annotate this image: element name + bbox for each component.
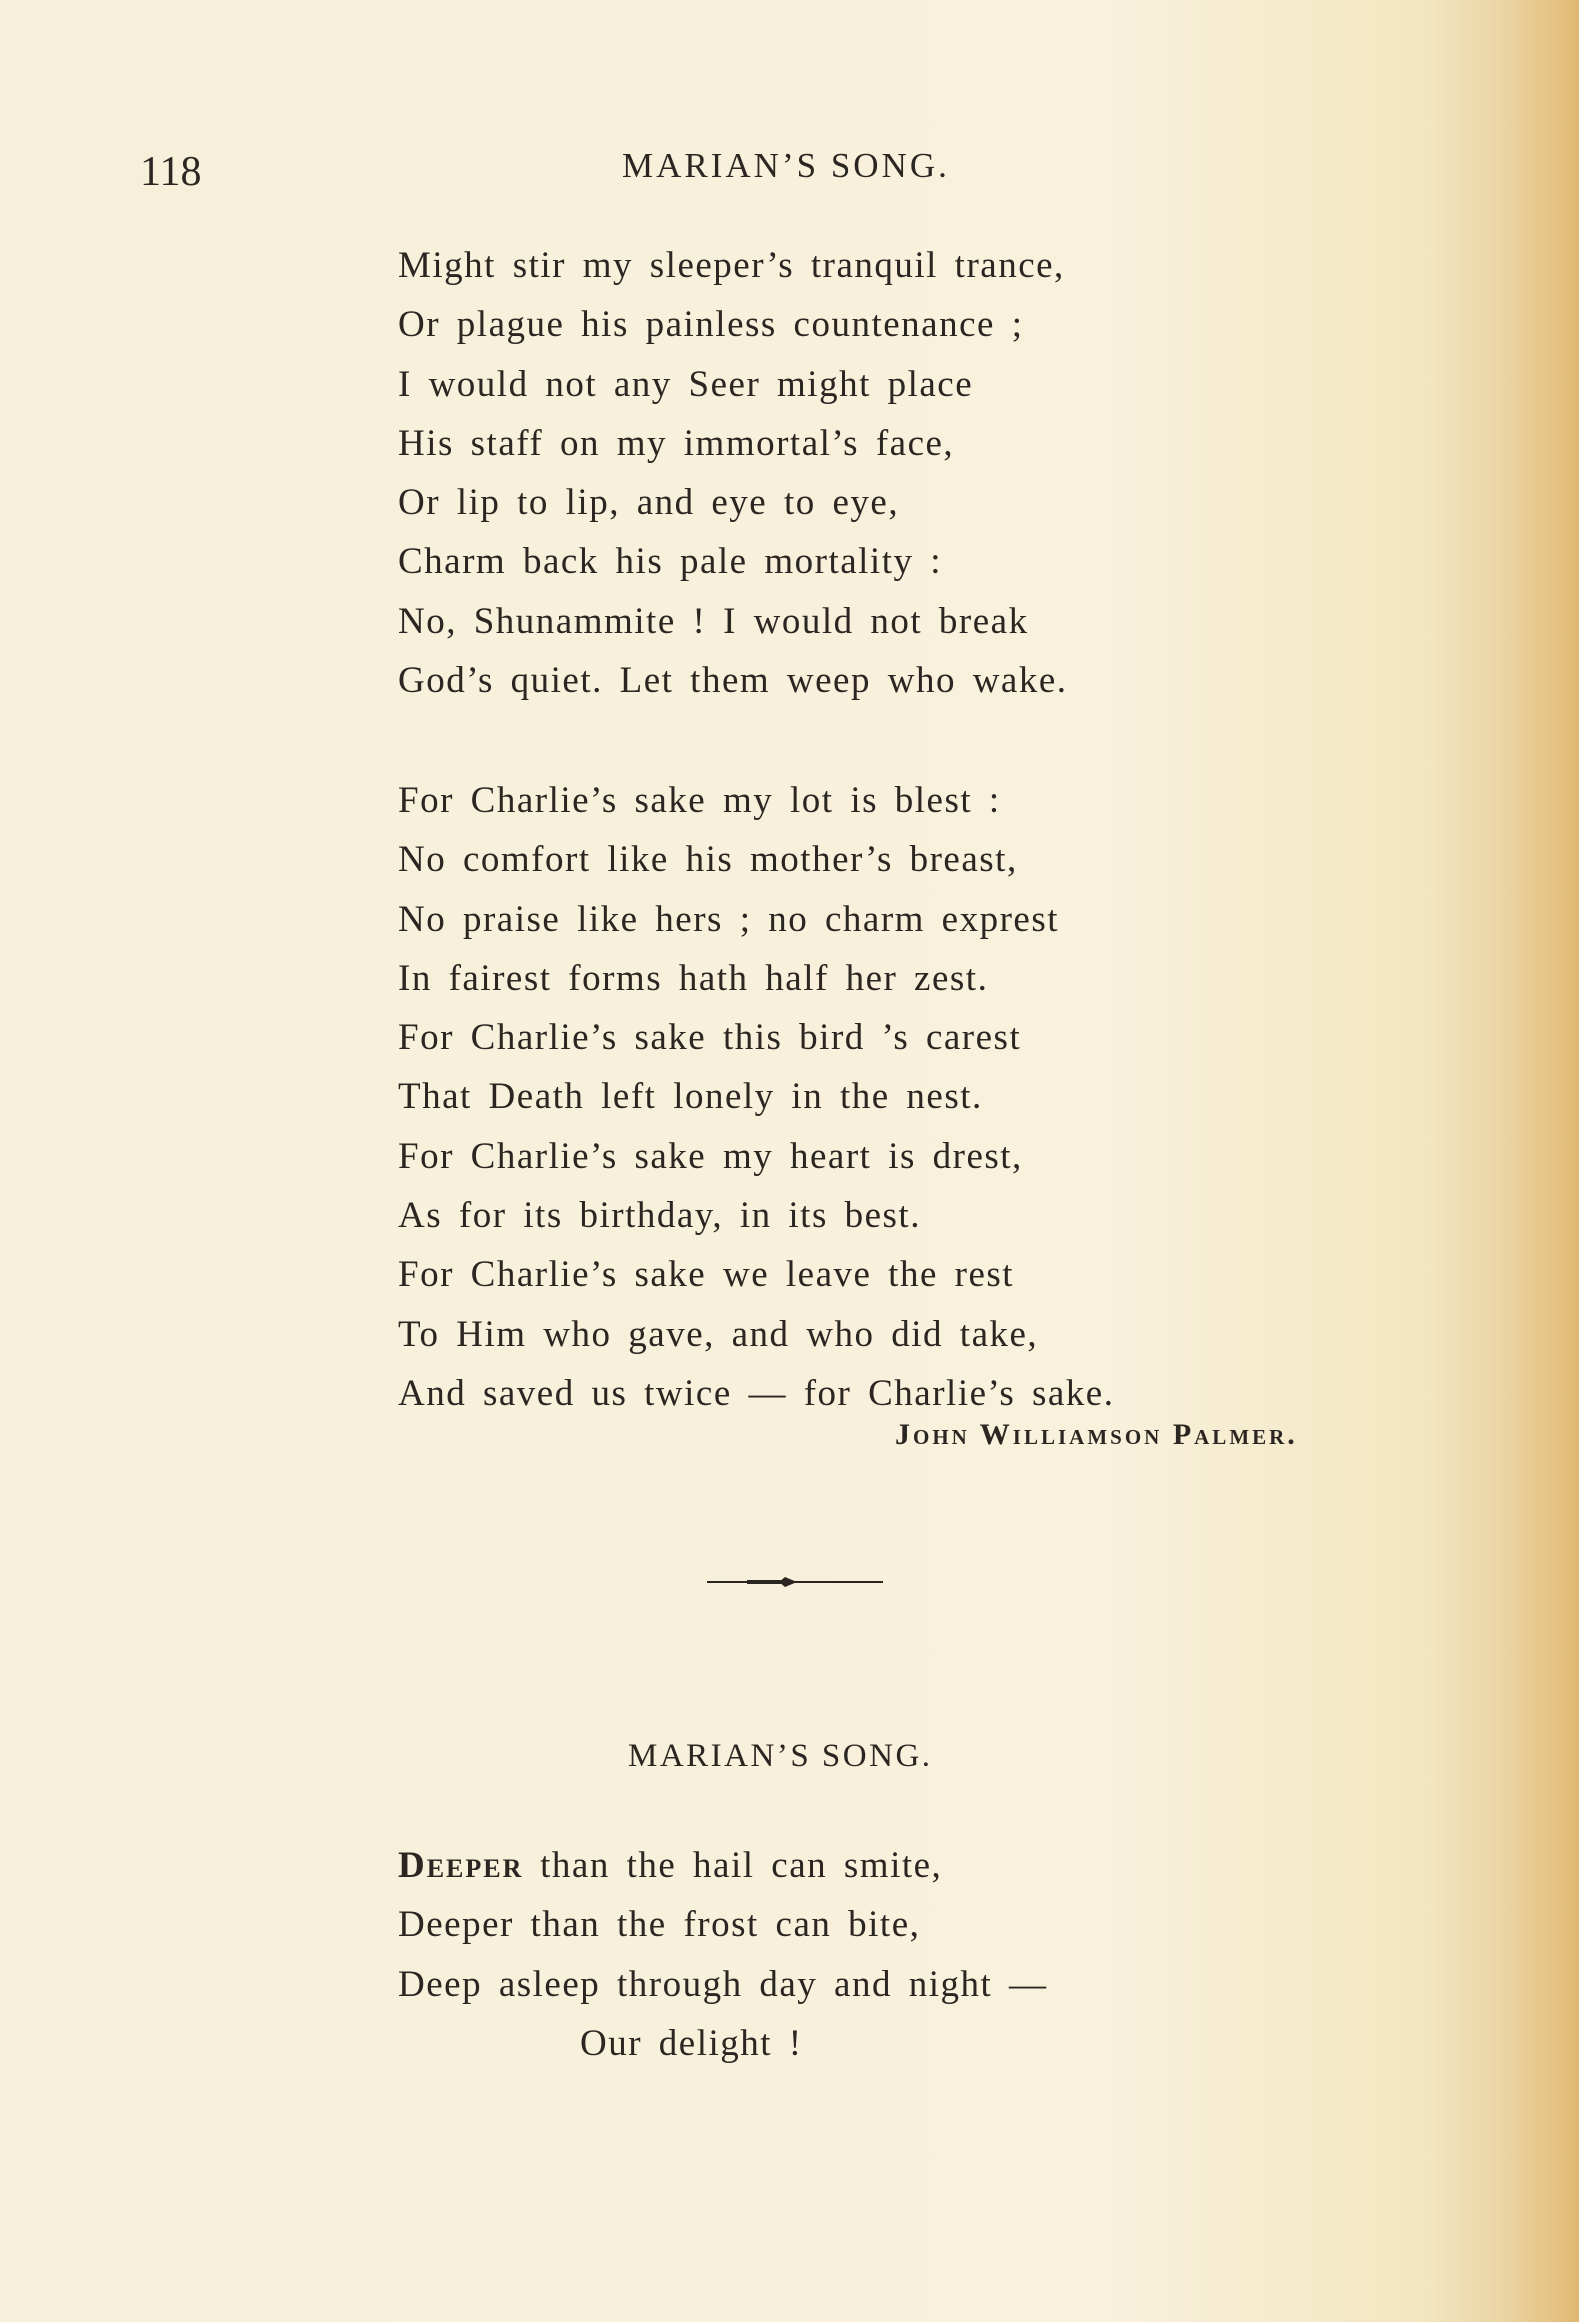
poem-line: Or plague his painless countenance ; <box>398 304 1024 346</box>
poem-line <box>398 1836 1048 1895</box>
line-rest: than the hail can smite, <box>523 1845 943 1886</box>
poem-line: Deep asleep through day and night — <box>398 1963 1048 2005</box>
poem-line: As for its birthday, in its best. <box>398 1195 921 1237</box>
poem-line: His staff on my immortal’s face, <box>398 422 955 464</box>
section-title: MARIAN’S SONG. <box>628 1738 933 1774</box>
song-stanza <box>398 1836 1048 2073</box>
stanza-1 <box>398 236 1068 710</box>
poem-line: Or lip to lip, and eye to eye, <box>398 482 900 524</box>
poem-line: No, Shunammite ! I would not break <box>398 600 1029 642</box>
poem-line-indented: Our delight ! <box>580 2022 803 2064</box>
poem-line: That Death left lonely in the nest. <box>398 1076 983 1118</box>
poem-line: Deeper than the frost can bite, <box>398 1904 921 1946</box>
poem-line: Might stir my sleeper’s tranquil trance, <box>398 245 1065 286</box>
poem-line: For Charlie’s sake we leave the rest <box>398 1254 1015 1296</box>
stanza-2 <box>398 771 1114 1423</box>
author-attribution: John Williamson Palmer. <box>895 1418 1298 1451</box>
poem-line: For Charlie’s sake this bird ’s carest <box>398 1017 1022 1059</box>
poem-line: And saved us twice — for Charlie’s sake. <box>398 1372 1115 1414</box>
poem-line: Charm back his pale mortality : <box>398 541 943 583</box>
poem-line: I would not any Seer might place <box>398 363 974 405</box>
poem-line: To Him who gave, and who did take, <box>398 1313 1039 1355</box>
poem-line: For Charlie’s sake my heart is drest, <box>398 1135 1023 1177</box>
divider-ornament-icon <box>707 1575 883 1589</box>
poem-line: God’s quiet. Let them weep who wake. <box>398 660 1068 702</box>
page-number: 118 <box>140 149 202 195</box>
poem-line: In fairest forms hath half her zest. <box>398 957 989 999</box>
page-edge-shadow <box>1509 0 1579 2322</box>
running-head: MARIAN’S SONG. <box>622 146 950 185</box>
poem-line: No comfort like his mother’s breast, <box>398 839 1018 881</box>
poem-line: For Charlie’s sake my lot is blest : <box>398 780 1001 821</box>
poem-line: No praise like hers ; no charm exprest <box>398 898 1060 940</box>
lead-word: Deeper <box>398 1845 524 1886</box>
